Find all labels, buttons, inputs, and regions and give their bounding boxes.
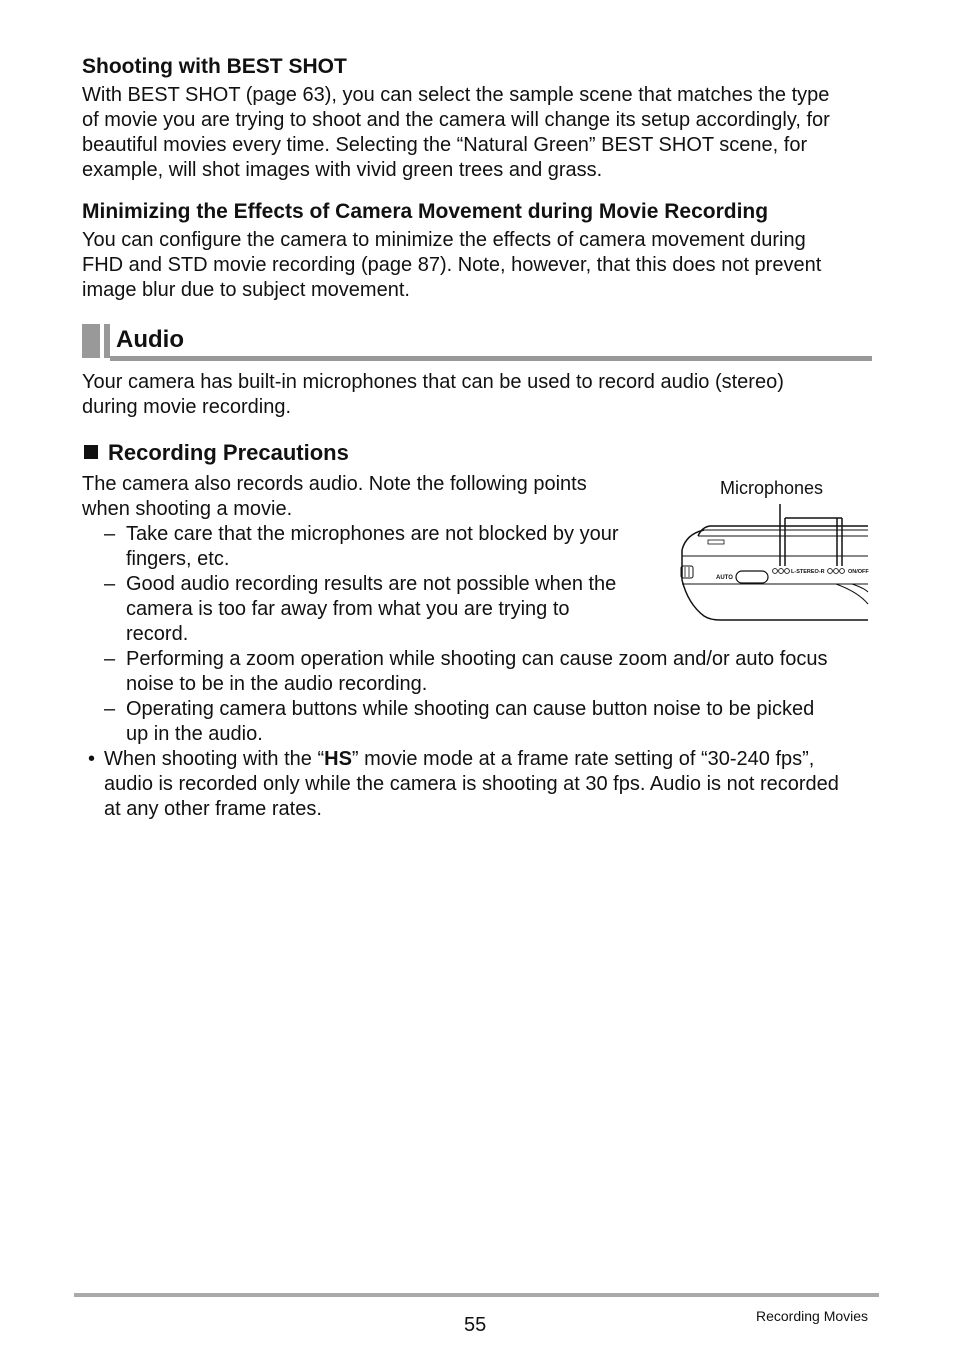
list-item — [126, 697, 814, 747]
text-line: when shooting a movie. — [82, 498, 293, 520]
note-bold-hs: HS — [324, 748, 352, 770]
text-line: Performing a zoom operation while shooting can cause zoom and/or auto focus — [126, 648, 828, 670]
text-line: Your camera has built-in microphones that can be used to record audio (stereo) — [82, 371, 784, 393]
text-line: You can configure the camera to minimize the effects of camera movement during — [82, 229, 806, 251]
text-line: FHD and STD movie recording (page 87). Note, however, that this does not prevent — [82, 254, 822, 276]
note-hs-mode — [104, 747, 839, 822]
section-bar-block — [82, 324, 100, 358]
text-line: of movie you are trying to shoot and the camera will change its setup accordingly, for — [82, 109, 830, 131]
square-bullet-icon — [84, 445, 98, 459]
text-line: Good audio recording results are not possible when the — [126, 573, 617, 595]
text-line: Operating camera buttons while shooting can cause button noise to be picked — [126, 698, 815, 720]
section-bar-block — [104, 324, 110, 358]
paragraph-camera-movement — [82, 228, 821, 303]
text-line: audio is recorded only while the camera is shooting at 30 fps. Audio is not recorded — [104, 773, 839, 795]
section-title: Audio — [116, 326, 184, 353]
text-line: up in the audio. — [126, 723, 263, 745]
dash-marker: – — [104, 698, 116, 720]
heading-text: Recording Precautions — [108, 440, 349, 465]
text-line: fingers, etc. — [126, 548, 230, 570]
note-suffix: ” movie mode at a frame rate setting of “30-240 fps”, — [351, 748, 815, 770]
heading-recording-precautions — [84, 441, 349, 465]
chapter-name: Recording Movies — [756, 1308, 869, 1324]
paragraph-precautions-intro — [82, 472, 587, 522]
paragraph-audio — [82, 370, 784, 420]
section-underline — [110, 356, 872, 361]
bullet-marker: • — [88, 748, 96, 770]
text-line: Take care that the microphones are not blocked by your — [126, 523, 619, 545]
text-line: example, will shot images with vivid green trees and grass. — [82, 159, 603, 181]
list-item — [126, 572, 616, 647]
text-line: at any other frame rates. — [104, 798, 322, 820]
dash-marker: – — [104, 523, 116, 545]
camera-microphones-illustration — [676, 500, 872, 628]
dash-marker: – — [104, 573, 116, 595]
text-line: camera is too far away from what you are trying to — [126, 598, 570, 620]
footer-rule — [74, 1293, 879, 1297]
note-prefix: When shooting with the “ — [104, 748, 325, 770]
heading-best-shot: Shooting with BEST SHOT — [82, 55, 347, 78]
text-line: noise to be in the audio recording. — [126, 673, 428, 695]
section-heading-audio — [82, 322, 872, 362]
stereo-marking: L-STEREO-R — [791, 569, 825, 575]
text-line: The camera also records audio. Note the following points — [82, 473, 587, 495]
dash-marker: – — [104, 648, 116, 670]
text-line: beautiful movies every time. Selecting the “Natural Green” BEST SHOT scene, for — [82, 134, 808, 156]
paragraph-best-shot — [82, 83, 830, 183]
figure-label-microphones: Microphones — [720, 478, 824, 498]
heading-camera-movement: Minimizing the Effects of Camera Movement during Movie Recording — [82, 200, 769, 223]
text-line: With BEST SHOT (page 63), you can select the sample scene that matches the type — [82, 84, 830, 106]
text-line: during movie recording. — [82, 396, 291, 418]
list-item — [126, 647, 828, 697]
auto-marking: AUTO — [716, 575, 733, 581]
text-line: record. — [126, 623, 189, 645]
text-line: image blur due to subject movement. — [82, 279, 410, 301]
text-line — [104, 747, 839, 772]
list-item — [126, 522, 619, 572]
page-number: 55 — [464, 1314, 487, 1336]
onoff-marking: ON/OFF — [848, 569, 869, 575]
